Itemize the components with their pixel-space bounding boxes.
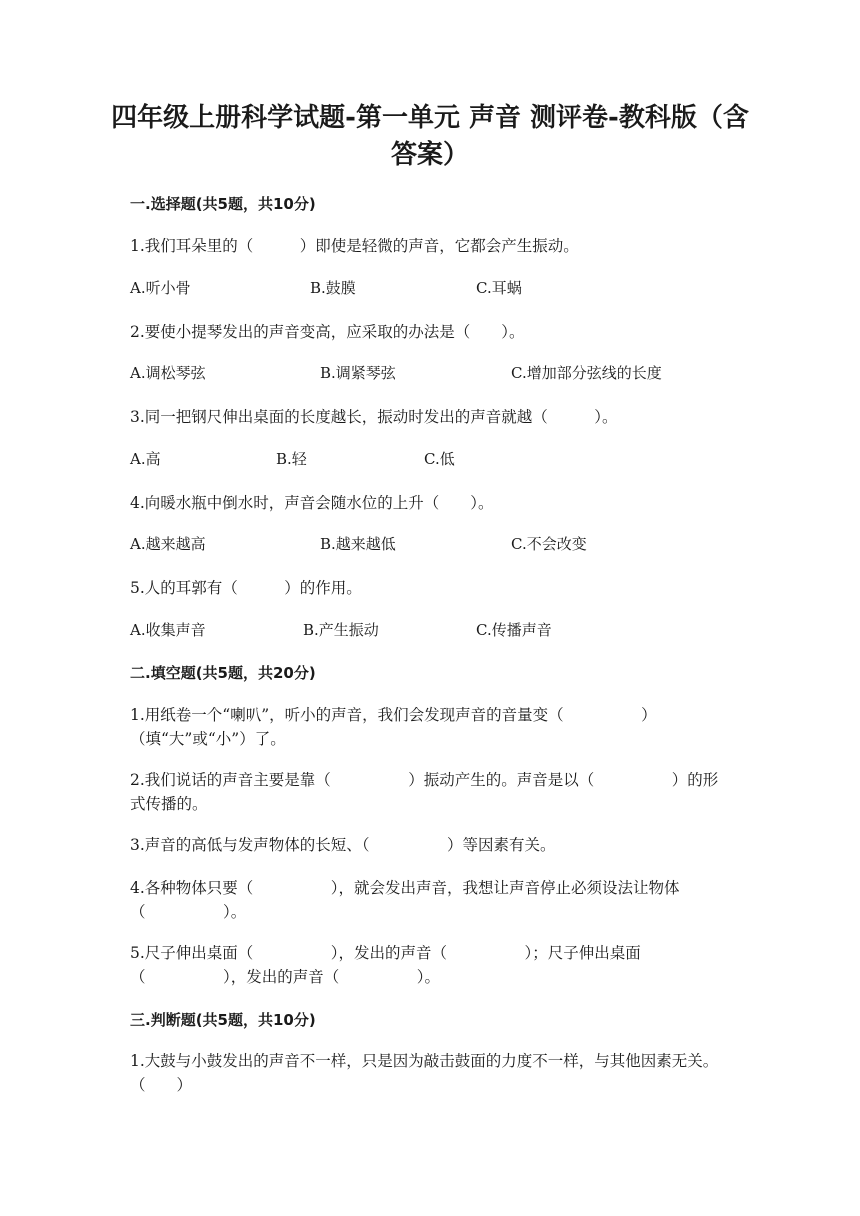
question-text: 1.用纸卷一个“喇叭”，听小的声音，我们会发现声音的音量变（ ）（填“大”或“小”）了。: [130, 706, 657, 748]
question-text: 2.要使小提琴发出的声音变高，应采取的办法是（ ）。: [130, 323, 525, 341]
question-text: 1.大鼓与小鼓发出的声音不一样，只是因为敲击鼓面的力度不一样，与其他因素无关。（ ）: [130, 1052, 719, 1094]
option-c: C.低: [424, 450, 455, 468]
question-text: 2.我们说话的声音主要是靠（ ）振动产生的。声音是以（ ）的形式传播的。: [130, 771, 719, 813]
option-c: C.增加部分弦线的长度: [511, 364, 662, 382]
option-b: B.越来越低: [320, 535, 396, 553]
question-text: 5.尺子伸出桌面（ ），发出的声音（ ）；尺子伸出桌面（ ），发出的声音（ ）。: [130, 944, 641, 986]
question-text: 4.各种物体只要（ ），就会发出声音，我想让声音停止必须设法让物体（ ）。: [130, 879, 680, 921]
option-b: B.鼓膜: [310, 279, 356, 297]
question-text: 4.向暖水瓶中倒水时，声音会随水位的上升（ ）。: [130, 494, 494, 512]
option-a: A.调松琴弦: [130, 364, 206, 382]
options-row: [130, 533, 730, 557]
exam-title: 四年级上册科学试题-第一单元 声音 测评卷-教科版（含答案）: [111, 103, 749, 170]
section-heading-fill: 二.填空题(共5题，共20分): [130, 664, 316, 682]
option-c: C.传播声音: [476, 621, 552, 639]
question-text: 1.我们耳朵里的（ ）即使是轻微的声音，它都会产生振动。: [130, 237, 579, 255]
option-b: B.轻: [276, 450, 307, 468]
option-b: B.调紧琴弦: [320, 364, 396, 382]
option-a: A.越来越高: [130, 535, 206, 553]
options-row: [130, 619, 730, 643]
option-a: A.听小骨: [130, 279, 191, 297]
option-c: C.耳蜗: [476, 279, 522, 297]
option-c: C.不会改变: [511, 535, 587, 553]
option-a: A.高: [130, 450, 161, 468]
options-row: [130, 277, 730, 301]
question-text: 3.同一把钢尺伸出桌面的长度越长，振动时发出的声音就越（ ）。: [130, 408, 618, 426]
question-text: 5.人的耳郭有（ ）的作用。: [130, 579, 362, 597]
options-row: [130, 448, 730, 472]
option-b: B.产生振动: [303, 621, 379, 639]
option-a: A.收集声音: [130, 621, 206, 639]
section-heading-judge: 三.判断题(共5题，共10分): [130, 1011, 316, 1029]
options-row: [130, 362, 730, 386]
section-heading-choice: 一.选择题(共5题，共10分): [130, 195, 316, 213]
question-text: 3.声音的高低与发声物体的长短、（ ）等因素有关。: [130, 836, 556, 854]
